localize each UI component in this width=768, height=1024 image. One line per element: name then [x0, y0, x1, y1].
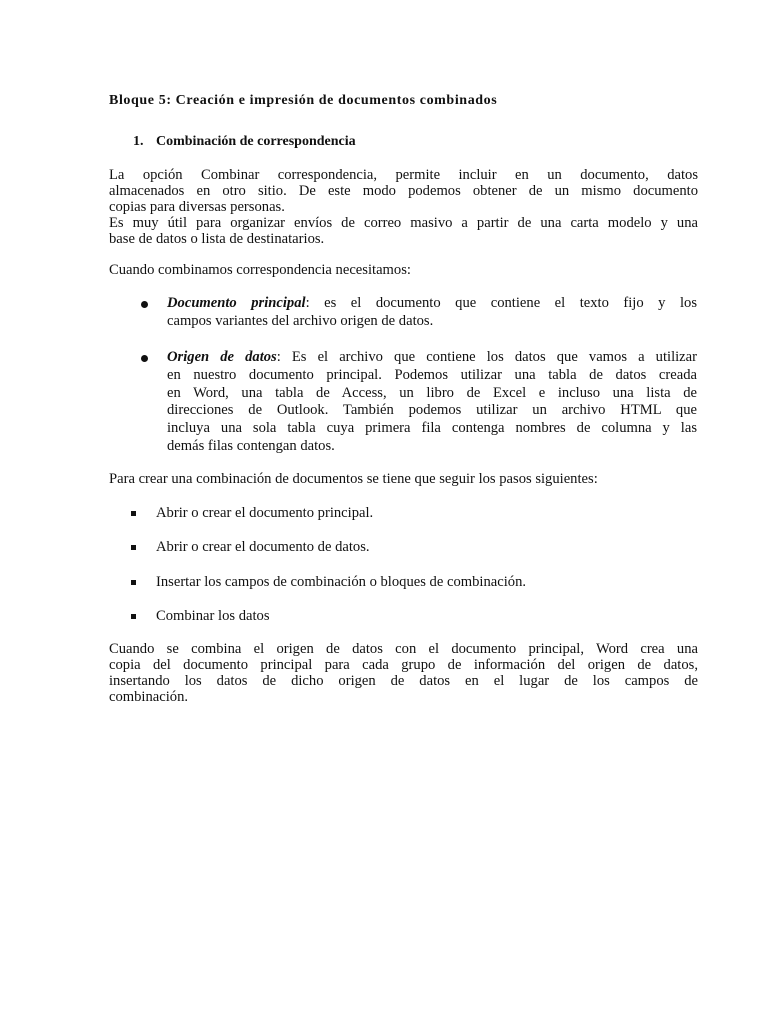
square-bullet-icon: [131, 511, 136, 516]
closing-line: copia del documento principal para cada grupo de información del origen de datos,: [109, 657, 698, 673]
closing-line: combinación.: [109, 689, 189, 705]
step-text: Combinar los datos: [156, 608, 270, 624]
section-heading: [133, 134, 356, 150]
bullet-item-origen-de-datos: [138, 349, 698, 459]
bullet-term: Documento principal: [167, 295, 306, 311]
square-bullet-icon: [131, 545, 136, 550]
steps-intro: Para crear una combinación de documentos se tiene que seguir los pasos siguientes:: [109, 471, 598, 487]
bullet-dot: [141, 301, 148, 308]
closing-line: insertando los datos de dicho origen de datos en el lugar de los campos de: [109, 673, 698, 689]
bullet-first-line: [167, 295, 697, 313]
bullet-first-rest: : es el documento que contiene el texto fijo y los: [305, 295, 697, 311]
bullet-line: campos variantes del archivo origen de datos.: [167, 312, 434, 329]
step-text: Abrir o crear el documento de datos.: [156, 539, 370, 555]
bullet-line: en Word, una tabla de Access, un libro de Excel e incluso una lista de: [167, 384, 697, 401]
bullet-line: demás filas contengan datos.: [167, 437, 335, 454]
intro-line: La opción Combinar correspondencia, permite incluir en un documento, datos: [109, 167, 698, 183]
intro-line: almacenados en otro sitio. De este modo podemos obtener de un mismo documento: [109, 183, 698, 199]
bullet-body: [167, 295, 697, 331]
bullet-dot: [141, 355, 148, 362]
closing-paragraph: [109, 641, 698, 705]
need-sentence: Cuando combinamos correspondencia necesitamos:: [109, 262, 411, 278]
section-number: 1.: [133, 134, 144, 149]
step-text: Insertar los campos de combinación o bloques de combinación.: [156, 574, 527, 590]
section-heading-text: Combinación de correspondencia: [156, 134, 356, 149]
bullet-body: [167, 349, 697, 456]
intro-line: Es muy útil para organizar envíos de correo masivo a partir de una carta modelo y una: [109, 215, 698, 231]
bullet-term: Origen de datos: [167, 349, 277, 365]
bullet-item-documento-principal: [138, 295, 698, 335]
intro-line: base de datos o lista de destinatarios.: [109, 231, 325, 247]
step-text: Abrir o crear el documento principal.: [156, 505, 374, 521]
bullet-line: incluya una sola tabla cuya primera fila contenga nombres de columna y las: [167, 420, 697, 437]
closing-line: Cuando se combina el origen de datos con el documento principal, Word crea una: [109, 641, 698, 657]
bullet-first-line: [167, 349, 697, 367]
bullet-line: direcciones de Outlook. También podemos utilizar un archivo HTML que: [167, 402, 697, 419]
bullet-line: en nuestro documento principal. Podemos utilizar una tabla de datos creada: [167, 366, 697, 383]
bullet-first-rest: : Es el archivo que contiene los datos que vamos a utilizar: [276, 349, 697, 365]
square-bullet-icon: [131, 614, 136, 619]
square-bullet-icon: [131, 580, 136, 585]
intro-paragraph: [109, 167, 698, 247]
intro-line: copias para diversas personas.: [109, 199, 285, 215]
document-title: Bloque 5: Creación e impresión de documentos combinados: [109, 93, 498, 108]
